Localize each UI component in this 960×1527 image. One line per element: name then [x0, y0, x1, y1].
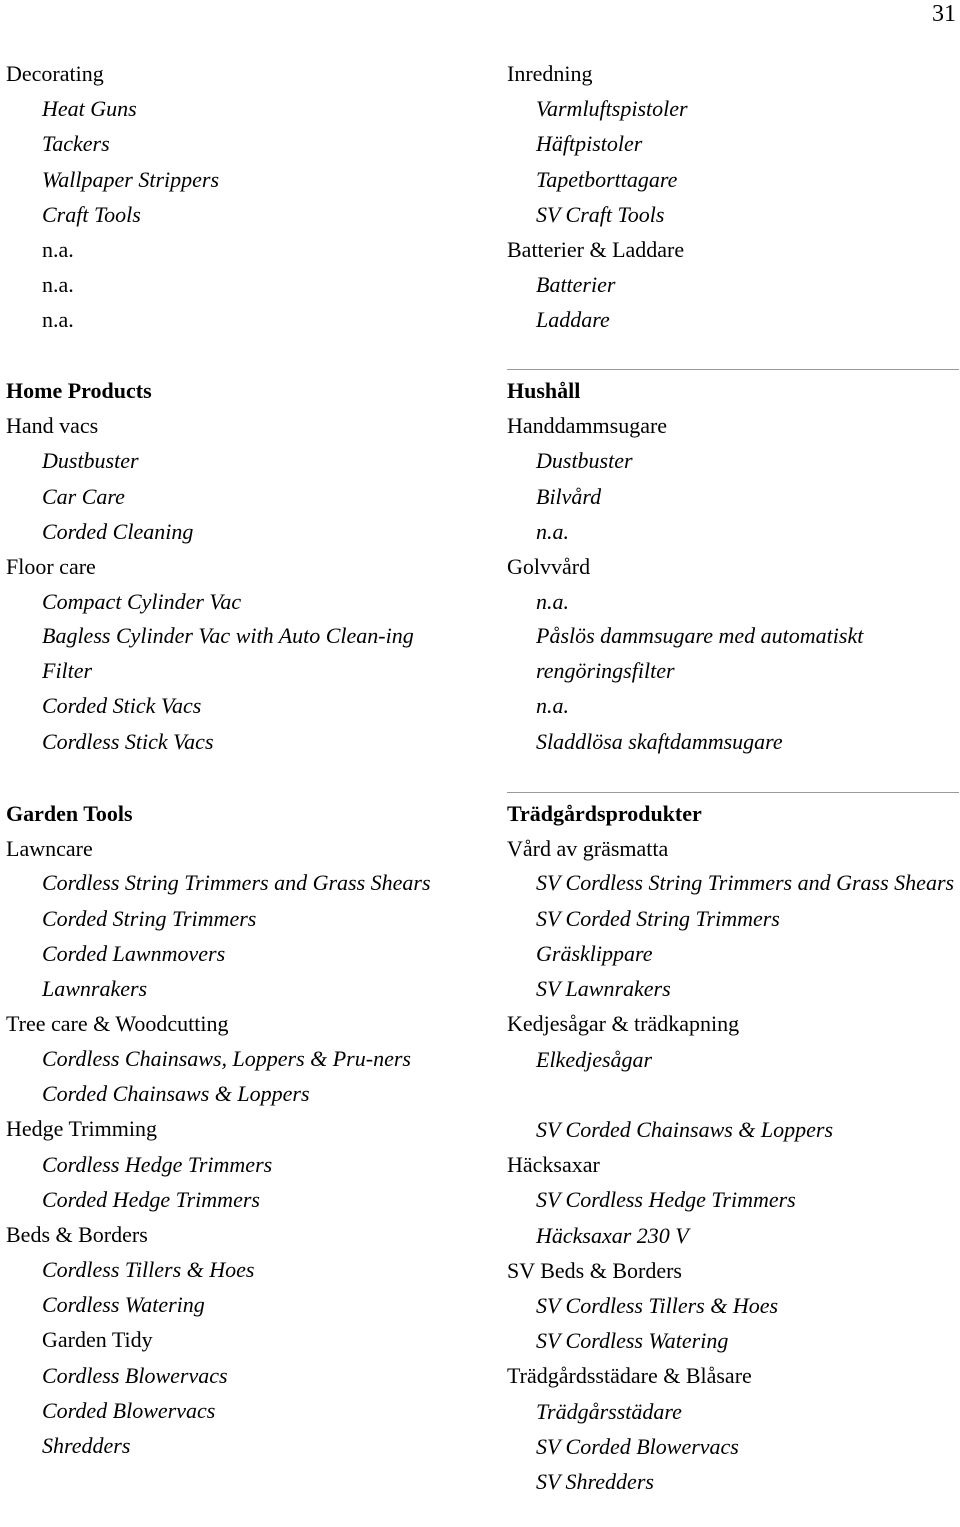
- list-item: Sladdlösa skaftdammsugare: [536, 728, 783, 754]
- list-item: Laddare: [536, 307, 610, 333]
- list-item: Corded Blowervacs: [42, 1397, 216, 1423]
- list-item: n.a.: [42, 272, 74, 298]
- list-item: Cordless Blowervacs: [42, 1362, 228, 1388]
- list-item: Cordless Chainsaws, Loppers & Pru-ners: [42, 1045, 411, 1071]
- list-item: n.a.: [42, 236, 74, 262]
- category-heading: Trädgårdsprodukter: [507, 801, 702, 826]
- list-item: Corded Lawnmovers: [42, 941, 226, 967]
- category-heading: Garden Tools: [6, 801, 133, 826]
- list-item: Corded Hedge Trimmers: [42, 1186, 260, 1212]
- category-heading: Hushåll: [507, 378, 581, 403]
- list-item: Varmluftspistoler: [536, 96, 688, 122]
- section-divider-1: [507, 369, 959, 370]
- subcategory-heading: Kedjesågar & trädkapning: [507, 1011, 740, 1037]
- list-item: Cordless Hedge Trimmers: [42, 1151, 273, 1177]
- list-item: Shredders: [42, 1433, 131, 1458]
- list-item: Craft Tools: [42, 201, 141, 227]
- list-item: Wallpaper Strippers: [42, 166, 220, 192]
- list-item: Häftpistoler: [536, 131, 643, 157]
- list-item: Compact Cylinder Vac: [42, 589, 242, 615]
- subcategory-heading: Hand vacs: [6, 413, 99, 439]
- section-decorating-left: [6, 56, 456, 338]
- subcategory-heading: Beds & Borders: [6, 1221, 148, 1247]
- list-item: SV Shredders: [536, 1468, 654, 1494]
- subcategory-heading: Handdammsugare: [507, 413, 668, 439]
- list-item: n.a.: [536, 518, 569, 544]
- subcategory-heading: Floor care: [6, 553, 96, 579]
- subcategory-heading: Häcksaxar: [507, 1152, 600, 1178]
- list-item: Tackers: [42, 131, 110, 157]
- list-item: Häcksaxar 230 V: [536, 1222, 689, 1248]
- list-item: SV Craft Tools: [536, 201, 665, 227]
- list-item: SV Cordless Tillers & Hoes: [536, 1292, 779, 1318]
- section-garden-tools-right: [507, 796, 959, 1499]
- list-item: Lawnrakers: [42, 976, 148, 1002]
- section-home-products-right: [507, 373, 959, 759]
- list-item: [507, 1077, 959, 1112]
- list-item: Garden Tidy: [42, 1327, 153, 1353]
- list-item: Dustbuster: [42, 448, 139, 474]
- section-garden-tools-left: [6, 796, 456, 1463]
- section-home-products-left: [6, 373, 456, 759]
- list-item: SV Lawnrakers: [536, 976, 671, 1002]
- subcategory-heading: Vård av gräsmatta: [507, 836, 669, 862]
- list-item: Gräsklippare: [536, 941, 653, 967]
- list-item: Corded Chainsaws & Loppers: [42, 1081, 310, 1107]
- list-item: Elkedjesågar: [536, 1046, 653, 1072]
- subcategory-heading: Trädgårdsstädare & Blåsare: [507, 1363, 752, 1389]
- subcategory-heading: Golvvård: [507, 553, 591, 579]
- list-item: n.a.: [536, 693, 569, 719]
- list-item: Car Care: [42, 483, 125, 509]
- list-item: Cordless Stick Vacs: [42, 728, 214, 754]
- section-decorating-right: [507, 56, 959, 338]
- list-item: Bagless Cylinder Vac with Auto Clean-ing Filter: [42, 623, 414, 683]
- subcategory-heading: Batterier & Laddare: [507, 236, 685, 262]
- list-item: Heat Guns: [42, 96, 137, 122]
- list-item: SV Cordless Watering: [536, 1328, 729, 1354]
- subcategory-heading: Inredning: [507, 61, 593, 86]
- subcategory-heading: Decorating: [6, 61, 104, 86]
- list-item: SV Corded Blowervacs: [536, 1433, 739, 1459]
- list-item: Corded String Trimmers: [42, 905, 257, 931]
- list-item: SV Corded Chainsaws & Loppers: [536, 1117, 834, 1142]
- category-heading: Home Products: [6, 378, 152, 403]
- list-item: Trädgårsstädare: [536, 1398, 682, 1424]
- list-item: Corded Cleaning: [42, 518, 194, 544]
- list-item: Tapetborttagare: [536, 166, 678, 192]
- list-item: Påslös dammsugare med automatiskt rengöringsfilter: [536, 623, 864, 683]
- page-number: 31: [932, 1, 956, 27]
- list-item: Cordless Tillers & Hoes: [42, 1257, 255, 1283]
- section-divider-2: [507, 792, 959, 793]
- list-item: SV Corded String Trimmers: [536, 905, 780, 931]
- list-item: SV Cordless Hedge Trimmers: [536, 1187, 796, 1213]
- list-item: Dustbuster: [536, 448, 633, 474]
- subcategory-heading: Lawncare: [6, 836, 93, 862]
- list-item: Batterier: [536, 272, 616, 298]
- list-item: Bilvård: [536, 483, 602, 509]
- list-item: n.a.: [536, 589, 569, 615]
- list-item: n.a.: [42, 307, 74, 333]
- subcategory-heading: Tree care & Woodcutting: [6, 1011, 229, 1037]
- list-item: Corded Stick Vacs: [42, 693, 202, 719]
- subcategory-heading: Hedge Trimming: [6, 1116, 157, 1142]
- list-item: Cordless Watering: [42, 1292, 205, 1318]
- subcategory-heading: SV Beds & Borders: [507, 1257, 682, 1283]
- list-item: SV Cordless String Trimmers and Grass Shears: [536, 870, 955, 896]
- list-item: Cordless String Trimmers and Grass Shears: [42, 870, 431, 896]
